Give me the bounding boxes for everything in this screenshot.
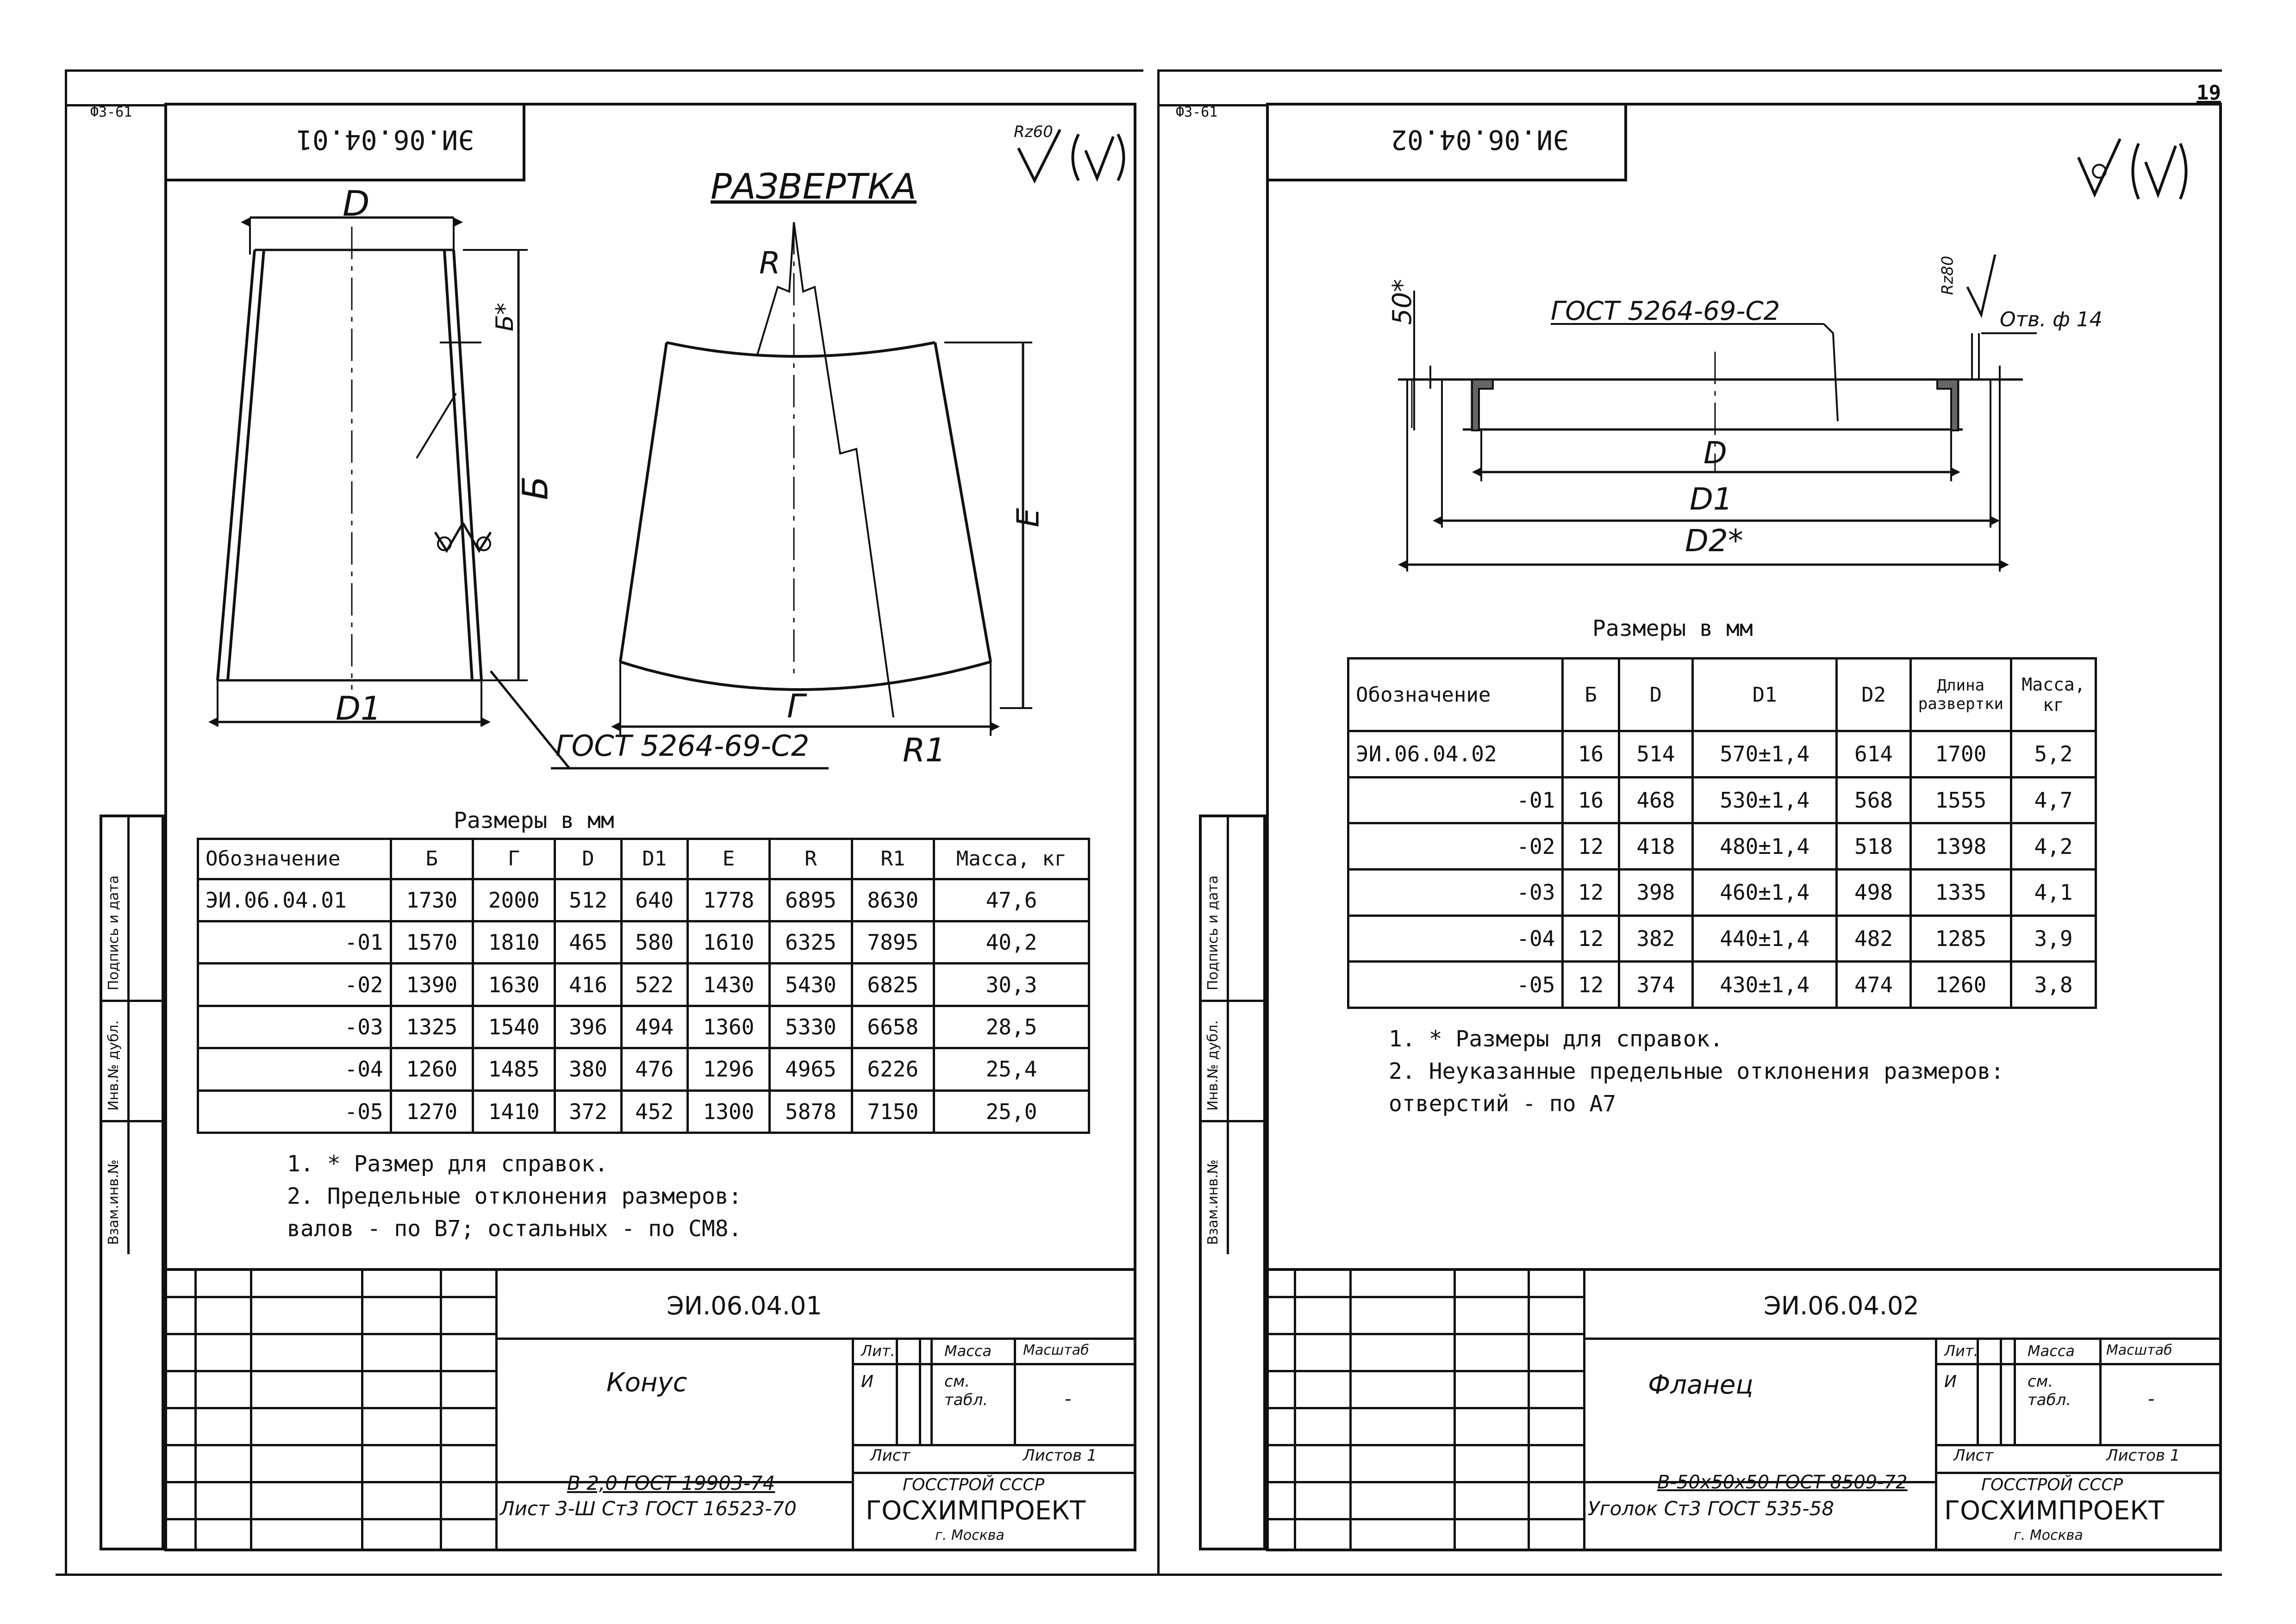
note-line: валов - по В7; остальных - по СМ8.	[287, 1216, 742, 1242]
table-cell: 25,0	[934, 1090, 1089, 1132]
dev-dim-R: R	[759, 245, 780, 281]
tb-divider	[1266, 1296, 1583, 1298]
tb-divider	[164, 1333, 495, 1335]
table-cell: 40,2	[934, 921, 1089, 964]
tb-divider	[440, 1268, 442, 1551]
table-cell: 474	[1837, 962, 1910, 1008]
right-code-mirrored: ЭИ.06.04.02	[1391, 124, 1569, 156]
table-cell: 512	[555, 879, 621, 921]
table-row	[198, 879, 1089, 921]
table-cell: -02	[1348, 823, 1563, 870]
table-cell: 1810	[473, 921, 555, 964]
right-material-2: Уголок Ст3 ГОСТ 535-58	[1588, 1497, 1834, 1520]
left-roughness-value: Rz60	[1014, 123, 1053, 141]
dev-dim-G: Г	[787, 687, 805, 725]
table-cell: 530±1,4	[1693, 777, 1837, 823]
table-cell: 7895	[852, 921, 934, 964]
tb-divider	[852, 1363, 1136, 1365]
tb-divider	[194, 1268, 197, 1551]
left-mass-label: Масса	[944, 1342, 992, 1360]
table-row	[198, 921, 1089, 964]
table-cell: 570±1,4	[1693, 731, 1837, 778]
table-cell: 1610	[687, 921, 769, 964]
table-cell: 1540	[473, 1006, 555, 1048]
stamp-divider	[1227, 815, 1229, 1254]
table-cell: -05	[198, 1090, 391, 1132]
cone-dim-D1: D1	[336, 690, 381, 728]
table-cell: 1630	[473, 964, 555, 1006]
flange-holes: Отв. ф 14	[2000, 308, 2103, 331]
table-cell: 1285	[1910, 915, 2011, 962]
table-cell: 7150	[852, 1090, 934, 1132]
right-outer-edge	[1157, 69, 1160, 1574]
tb-divider	[1935, 1363, 2222, 1365]
stamp-divider	[1199, 1000, 1266, 1002]
table-cell: 8630	[852, 879, 934, 921]
table-header-cell: Г	[473, 839, 555, 879]
tb-divider	[164, 1407, 495, 1409]
table-cell: 494	[621, 1006, 687, 1048]
table-cell: 418	[1619, 823, 1692, 870]
right-roughness-value: Rz80	[1938, 255, 1957, 295]
right-org-1: ГОССТРОЙ СССР	[1981, 1475, 2123, 1494]
table-cell: 1555	[1910, 777, 2011, 823]
right-spec-table	[1347, 657, 2097, 1009]
left-sheet-label: Лист	[870, 1446, 911, 1465]
table-cell: 12	[1563, 915, 1619, 962]
table-cell: -04	[1348, 915, 1563, 962]
tb-divider	[1266, 1407, 1583, 1409]
tb-divider	[1454, 1268, 1456, 1551]
right-part-name: Фланец	[1648, 1370, 1753, 1400]
left-scale-label: Масштаб	[1023, 1342, 1089, 1358]
cone-dim-D: D	[343, 183, 370, 224]
table-cell: 1700	[1910, 731, 2011, 778]
right-org-3: г. Москва	[2014, 1527, 2083, 1543]
table-cell: 1398	[1910, 823, 2011, 870]
table-cell: -01	[198, 921, 391, 964]
table-header-cell: Е	[687, 839, 769, 879]
table-cell: 396	[555, 1006, 621, 1048]
table-cell: 4965	[770, 1048, 852, 1090]
table-row	[1348, 915, 2096, 962]
left-corner-code: Ф3-61	[90, 104, 132, 120]
tb-divider	[164, 1296, 495, 1298]
table-cell: 1570	[391, 921, 473, 964]
table-cell: 5330	[770, 1006, 852, 1048]
table-header-cell: Масса, кг	[934, 839, 1089, 879]
right-mass-label: Масса	[2028, 1342, 2075, 1360]
tb-divider	[1583, 1338, 2222, 1340]
table-cell: 3,9	[2011, 915, 2096, 962]
table-cell: 4,1	[2011, 870, 2096, 916]
left-scale-value: -	[1065, 1388, 1072, 1410]
left-mass-value: см. табл.	[944, 1372, 988, 1409]
table-row	[1348, 870, 2096, 916]
left-material-2: Лист 3-Ш Ст3 ГОСТ 16523-70	[500, 1497, 797, 1520]
tb-divider	[1266, 1444, 1583, 1446]
table-header-cell: D2	[1837, 659, 1910, 731]
table-cell: 514	[1619, 731, 1692, 778]
table-header-cell: R	[770, 839, 852, 879]
right-sheet-label: Лист	[1953, 1446, 1994, 1465]
tb-divider	[852, 1472, 1136, 1474]
right-material-1: В-50х50х50 ГОСТ 8509-72	[1657, 1472, 1908, 1493]
left-table-caption: Размеры в мм	[454, 808, 614, 834]
table-header-cell: D	[1619, 659, 1692, 731]
table-cell: 1730	[391, 879, 473, 921]
stamp-divider	[100, 1000, 164, 1002]
table-cell: -03	[198, 1006, 391, 1048]
tb-divider	[1266, 1370, 1583, 1372]
table-row	[1348, 731, 2096, 778]
tb-divider	[2014, 1338, 2016, 1444]
note-line: 2. Предельные отклонения размеров:	[287, 1183, 742, 1209]
note-line: 1. * Размеры для справок.	[1389, 1026, 1723, 1052]
left-weld-gost: ГОСТ 5264-69-С2	[555, 729, 810, 763]
table-cell: 1410	[473, 1090, 555, 1132]
table-cell: 518	[1837, 823, 1910, 870]
tb-divider	[1583, 1268, 1585, 1551]
table-cell: 1325	[391, 1006, 473, 1048]
right-weld-gost: ГОСТ 5264-69-С2	[1551, 296, 1780, 326]
right-sheets-label: Листов 1	[2106, 1446, 2180, 1465]
table-cell: 25,4	[934, 1048, 1089, 1090]
table-cell: 476	[621, 1048, 687, 1090]
note-line: 2. Неуказанные предельные отклонения размеров:	[1389, 1058, 2004, 1084]
table-cell: 12	[1563, 823, 1619, 870]
tb-divider	[930, 1338, 933, 1444]
table-cell: 6226	[852, 1048, 934, 1090]
tb-divider	[164, 1518, 495, 1520]
table-cell: -01	[1348, 777, 1563, 823]
table-cell: 580	[621, 921, 687, 964]
table-cell: 416	[555, 964, 621, 1006]
table-cell: 1260	[391, 1048, 473, 1090]
table-cell: 480±1,4	[1693, 823, 1837, 870]
table-cell: 482	[1837, 915, 1910, 962]
left-org-2: ГОСХИМПРОЕКТ	[866, 1496, 1086, 1526]
tb-divider	[896, 1338, 898, 1444]
table-cell: 1335	[1910, 870, 2011, 916]
table-cell: 460±1,4	[1693, 870, 1837, 916]
note-line: 1. * Размер для справок.	[287, 1151, 608, 1177]
tb-divider	[164, 1370, 495, 1372]
right-scale-label: Масштаб	[2106, 1342, 2172, 1358]
table-cell: 6658	[852, 1006, 934, 1048]
left-sidebar-sign-date: Подпись и дата	[106, 875, 122, 990]
table-cell: ЭИ.06.04.01	[198, 879, 391, 921]
table-cell: 1300	[687, 1090, 769, 1132]
table-cell: 1296	[687, 1048, 769, 1090]
table-cell: 1260	[1910, 962, 2011, 1008]
table-row	[1348, 823, 2096, 870]
table-cell: 4,2	[2011, 823, 2096, 870]
table-cell: 6825	[852, 964, 934, 1006]
right-mass-value: см. табл.	[2028, 1372, 2071, 1409]
table-row	[198, 1090, 1089, 1132]
left-lit-value: И	[861, 1372, 873, 1391]
table-header-cell: Длина развертки	[1910, 659, 2011, 731]
left-top-edge	[65, 69, 1143, 72]
table-cell: 12	[1563, 870, 1619, 916]
table-header-cell: R1	[852, 839, 934, 879]
table-cell: 1360	[687, 1006, 769, 1048]
table-cell: 1270	[391, 1090, 473, 1132]
table-cell: 1390	[391, 964, 473, 1006]
table-header-row	[1348, 659, 2096, 731]
right-roughness-icon	[2078, 139, 2190, 208]
tb-divider	[1014, 1338, 1016, 1444]
table-row	[198, 964, 1089, 1006]
flange-dim-h: 50*	[1387, 279, 1418, 325]
tb-divider	[1266, 1481, 1583, 1483]
table-cell: 4,7	[2011, 777, 2096, 823]
table-cell: 5430	[770, 964, 852, 1006]
table-cell: -03	[1348, 870, 1563, 916]
left-code-mirrored: ЭИ.06.04.01	[296, 124, 474, 156]
table-cell: 16	[1563, 777, 1619, 823]
left-material-1: В 2,0 ГОСТ 19903-74	[567, 1472, 775, 1494]
table-header-cell: Б	[391, 839, 473, 879]
note-line: отверстий - по А7	[1389, 1091, 1616, 1117]
right-sidebar-dup-inv: Инв.№ дубл.	[1205, 1020, 1221, 1111]
right-doc-code: ЭИ.06.04.02	[1764, 1291, 1919, 1320]
table-header-row	[198, 839, 1089, 879]
right-notes	[1389, 1023, 2004, 1120]
right-page-number: 19	[2196, 81, 2221, 105]
right-sidebar-replace-inv: Взам.инв.№	[1205, 1159, 1221, 1245]
tb-divider	[1294, 1268, 1296, 1551]
table-cell: -04	[198, 1048, 391, 1090]
table-cell: -05	[1348, 962, 1563, 1008]
table-header-cell: Масса, кг	[2011, 659, 2096, 731]
tb-divider	[1266, 1518, 1583, 1520]
table-cell: 522	[621, 964, 687, 1006]
flange-dim-D2: D2*	[1685, 523, 1743, 559]
table-cell: 468	[1619, 777, 1692, 823]
left-lit-label: Лит.	[861, 1342, 895, 1360]
table-header-cell: Б	[1563, 659, 1619, 731]
table-cell: 1430	[687, 964, 769, 1006]
left-sidebar-replace-inv: Взам.инв.№	[106, 1159, 122, 1245]
table-cell: 398	[1619, 870, 1692, 916]
table-cell: -02	[198, 964, 391, 1006]
right-lit-value: И	[1944, 1372, 1957, 1391]
table-cell: 28,5	[934, 1006, 1089, 1048]
cone-dim-B: Б	[514, 476, 556, 500]
right-top-edge	[1157, 69, 2222, 72]
table-header-cell: Обозначение	[1348, 659, 1563, 731]
table-cell: 6895	[770, 879, 852, 921]
table-row	[1348, 962, 2096, 1008]
table-header-cell: D	[555, 839, 621, 879]
tb-divider	[361, 1268, 363, 1551]
right-scale-value: -	[2148, 1388, 2155, 1410]
table-row	[198, 1048, 1089, 1090]
table-cell: 465	[555, 921, 621, 964]
table-cell: 16	[1563, 731, 1619, 778]
right-corner-code: Ф3-61	[1176, 104, 1218, 120]
table-cell: 430±1,4	[1693, 962, 1837, 1008]
left-outer-edge	[65, 69, 67, 1574]
tb-divider	[919, 1338, 921, 1444]
page-bottom-edge	[56, 1574, 2222, 1576]
table-row	[198, 1006, 1089, 1048]
stamp-divider	[100, 1120, 164, 1122]
flange-dim-D: D	[1703, 435, 1727, 471]
table-cell: 374	[1619, 962, 1692, 1008]
tb-divider	[2099, 1338, 2102, 1444]
table-cell: 12	[1563, 962, 1619, 1008]
table-cell: 372	[555, 1090, 621, 1132]
table-cell: ЭИ.06.04.02	[1348, 731, 1563, 778]
table-cell: 47,6	[934, 879, 1089, 921]
right-sidebar-sign-date: Подпись и дата	[1205, 875, 1221, 990]
left-doc-code: ЭИ.06.04.01	[667, 1291, 822, 1320]
left-roughness-icon	[1018, 130, 1129, 190]
flange-dim-D1: D1	[1690, 481, 1733, 517]
table-header-cell: D1	[1693, 659, 1837, 731]
table-cell: 1778	[687, 879, 769, 921]
tb-divider	[1266, 1333, 1583, 1335]
table-cell: 5,2	[2011, 731, 2096, 778]
tb-divider	[1935, 1472, 2222, 1474]
table-cell: 6325	[770, 921, 852, 964]
table-cell: 380	[555, 1048, 621, 1090]
table-cell: 382	[1619, 915, 1692, 962]
left-sidebar-dup-inv: Инв.№ дубл.	[106, 1020, 122, 1111]
table-cell: 2000	[473, 879, 555, 921]
dev-dim-E: E	[1010, 508, 1046, 528]
left-part-name: Конус	[606, 1368, 687, 1398]
left-sheets-label: Листов 1	[1023, 1446, 1097, 1465]
tb-divider	[2000, 1338, 2002, 1444]
tb-divider	[164, 1481, 495, 1483]
table-cell: 498	[1837, 870, 1910, 916]
table-header-cell: D1	[621, 839, 687, 879]
table-header-cell: Обозначение	[198, 839, 391, 879]
tb-divider	[1349, 1268, 1352, 1551]
table-cell: 640	[621, 879, 687, 921]
table-cell: 30,3	[934, 964, 1089, 1006]
left-org-3: г. Москва	[935, 1527, 1004, 1543]
table-cell: 1485	[473, 1048, 555, 1090]
development-title: РАЗВЕРТКА	[711, 166, 917, 207]
table-cell: 5878	[770, 1090, 852, 1132]
table-cell: 452	[621, 1090, 687, 1132]
right-lit-label: Лит.	[1944, 1342, 1978, 1360]
table-cell: 568	[1837, 777, 1910, 823]
left-org-1: ГОССТРОЙ СССР	[903, 1475, 1045, 1494]
table-row	[1348, 777, 2096, 823]
left-spec-table	[197, 838, 1090, 1134]
table-cell: 614	[1837, 731, 1910, 778]
stamp-divider	[1199, 1120, 1266, 1122]
table-cell: 440±1,4	[1693, 915, 1837, 962]
cone-dim-b-star: Б*	[491, 303, 519, 331]
table-cell: 3,8	[2011, 962, 2096, 1008]
tb-divider	[250, 1268, 252, 1551]
right-table-caption: Размеры в мм	[1592, 616, 1753, 641]
tb-divider	[1528, 1268, 1530, 1551]
right-org-2: ГОСХИМПРОЕКТ	[1944, 1496, 2165, 1526]
dev-dim-R1: R1	[903, 731, 946, 769]
tb-divider	[495, 1268, 498, 1551]
left-notes	[287, 1148, 742, 1245]
tb-divider	[164, 1444, 495, 1446]
tb-divider	[495, 1338, 1136, 1340]
stamp-divider	[127, 815, 130, 1254]
